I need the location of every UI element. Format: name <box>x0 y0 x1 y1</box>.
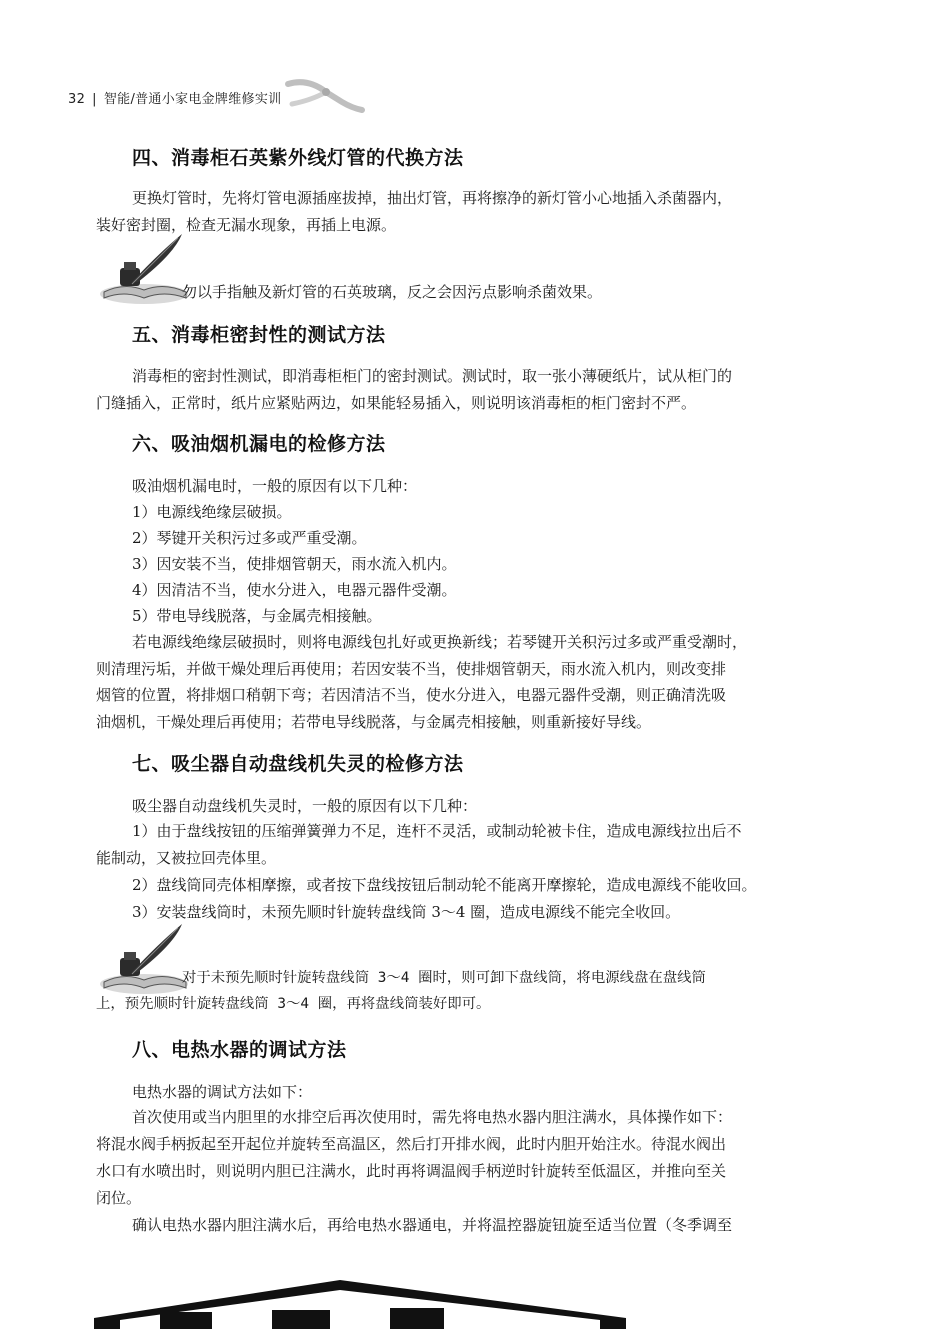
s4-tip-note: 勿以手指触及新灯管的石英玻璃，反之会因污点影响杀菌效果。 <box>182 283 603 301</box>
s6-list-item: 2）琴键开关积污过多或严重受潮。 <box>132 529 367 547</box>
s7-tip-note-line-2: 上，预先顺时针旋转盘线筒 3～4 圈，再将盘线筒装好即可。 <box>96 996 491 1012</box>
quill-ink-book-icon <box>98 232 194 308</box>
s4-paragraph-line-2: 装好密封圈，检查无漏水现象，再插上电源。 <box>96 216 397 234</box>
s8-paragraph-1-line-3: 水口有水喷出时，则说明内胆已注满水，此时再将调温阀手柄逆时针旋转至低温区，并推向至关 <box>96 1162 727 1180</box>
page-number: 32 <box>68 92 86 107</box>
section-5-title: 五、消毒柜密封性的测试方法 <box>132 324 386 346</box>
s6-intro: 吸油烟机漏电时，一般的原因有以下几种： <box>132 477 418 495</box>
s6-list-item: 3）因安装不当，使排烟管朝天，雨水流入机内。 <box>132 555 457 573</box>
s6-list-item: 1）电源线绝缘层破损。 <box>132 503 292 521</box>
s5-paragraph-line-1: 消毒柜的密封性测试，即消毒柜柜门的密封测试。测试时，取一张小薄硬纸片，试从柜门的 <box>132 367 733 385</box>
section-7-title: 七、吸尘器自动盘线机失灵的检修方法 <box>132 753 464 775</box>
s7-item-3: 3）安装盘线筒时，未预先顺时针旋转盘线筒 3～4 圈，造成电源线不能完全收回。 <box>132 903 681 921</box>
s6-paragraph-line-2: 则清理污垢，并做干燥处理后再使用；若因安装不当，使排烟管朝天，雨水流入机内，则改变排 <box>96 660 727 678</box>
s8-paragraph-1-line-4: 闭位。 <box>96 1189 142 1207</box>
s7-item-2: 2）盘线筒同壳体相摩擦，或者按下盘线按钮后制动轮不能离开摩擦轮，造成电源线不能收回。 <box>132 876 757 894</box>
s8-paragraph-1-line-1: 首次使用或当内胆里的水排空后再次使用时，需先将电热水器内胆注满水，具体操作如下： <box>132 1108 733 1126</box>
s8-intro: 电热水器的调试方法如下： <box>132 1083 313 1101</box>
bottom-banner-graphic <box>90 1278 630 1329</box>
section-4-title: 四、消毒柜石英紫外线灯管的代换方法 <box>132 147 464 169</box>
s5-paragraph-line-2: 门缝插入，正常时，纸片应紧贴两边，如果能轻易插入，则说明该消毒柜的柜门密封不严。 <box>96 394 697 412</box>
s6-paragraph-line-4: 油烟机，干燥处理后再使用；若带电导线脱落，与金属壳相接触，则重新接好导线。 <box>96 713 652 731</box>
s7-item-1-line-1: 1）由于盘线按钮的压缩弹簧弹力不足，连杆不灵活，或制动轮被卡住，造成电源线拉出后不 <box>132 822 742 840</box>
s7-tip-note-line-1: 对于未预先顺时针旋转盘线筒 3～4 圈时，则可卸下盘线筒，将电源线盘在盘线筒 <box>182 970 706 986</box>
s6-list-item: 5）带电导线脱落，与金属壳相接触。 <box>132 607 382 625</box>
s7-intro: 吸尘器自动盘线机失灵时，一般的原因有以下几种： <box>132 797 478 815</box>
s6-paragraph-line-1: 若电源线绝缘层破损时，则将电源线包扎好或更换新线；若琴键开关积污过多或严重受潮时， <box>132 633 748 651</box>
quill-ink-book-icon <box>98 922 194 998</box>
section-6-title: 六、吸油烟机漏电的检修方法 <box>132 433 386 455</box>
s4-paragraph-line-1: 更换灯管时，先将灯管电源插座拔掉，抽出灯管，再将擦净的新灯管小心地插入杀菌器内， <box>132 189 733 207</box>
s6-paragraph-line-3: 烟管的位置，将排烟口稍朝下弯；若因清洁不当，使水分进入，电器元器件受潮，则正确清洗吸 <box>96 686 727 704</box>
s8-paragraph-2: 确认电热水器内胆注满水后，再给电热水器通电，并将温控器旋钮旋至适当位置（冬季调至 <box>132 1216 733 1234</box>
header-separator: | <box>92 92 97 107</box>
section-8-title: 八、电热水器的调试方法 <box>132 1039 347 1061</box>
book-title: 智能/普通小家电金牌维修实训 <box>103 92 282 107</box>
s6-list-item: 4）因清洁不当，使水分进入，电器元器件受潮。 <box>132 581 457 599</box>
pliers-icon <box>282 74 366 114</box>
running-header <box>68 88 281 107</box>
s8-paragraph-1-line-2: 将混水阀手柄扳起至开起位并旋转至高温区，然后打开排水阀，此时内胆开始注水。待混水阀出 <box>96 1135 727 1153</box>
s7-item-1-line-2: 能制动，又被拉回壳体里。 <box>96 849 277 867</box>
